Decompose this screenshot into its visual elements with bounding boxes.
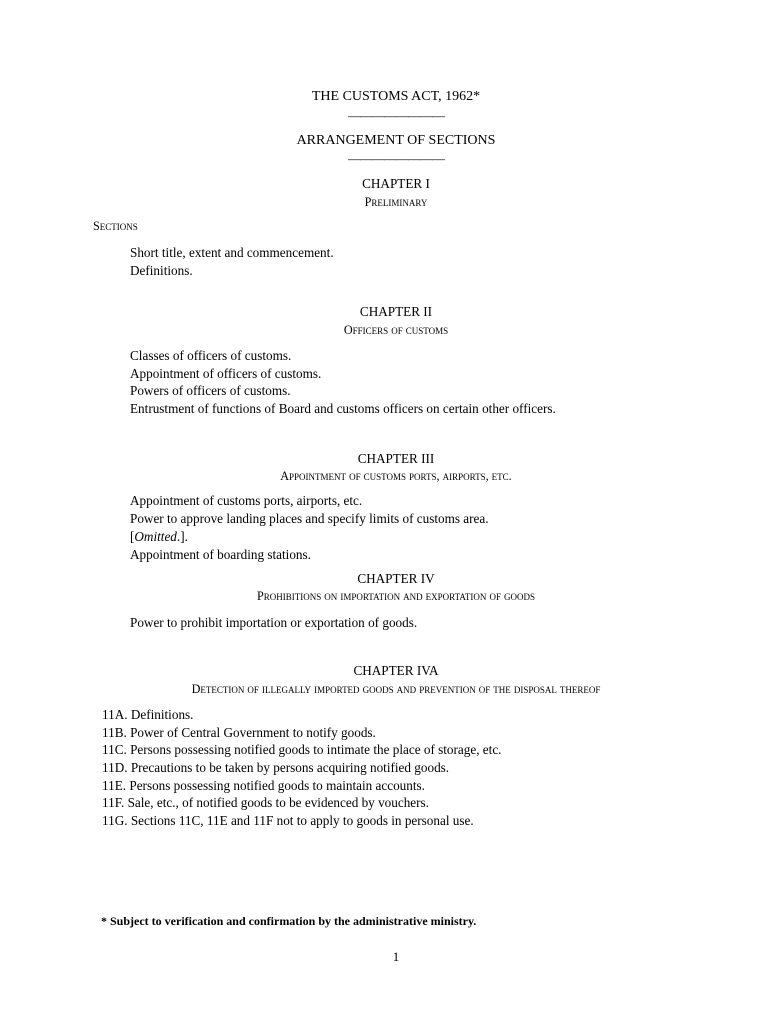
chapter-heading: CHAPTER IVA [353, 663, 439, 678]
section-title: Sale, etc., of notified goods to be evidenced by vouchers. [127, 795, 429, 810]
section-title: Definitions. [130, 707, 194, 722]
section-number: 11B. [102, 725, 127, 740]
section-title: Appointment of customs ports, airports, etc. [130, 493, 363, 508]
chapter-heading: CHAPTER III [357, 451, 435, 466]
section-title: Power to approve landing places and specify limits of customs area. [130, 511, 489, 526]
section-title: Sections 11C, 11E and 11F not to apply to goods in personal use. [130, 813, 474, 828]
chapter-subheading: Appointment of customs ports, airports, etc. [280, 469, 512, 483]
sections-label: Sections [93, 219, 138, 233]
act-title: THE CUSTOMS ACT, 1962* [311, 89, 481, 104]
section-title: Powers of officers of customs. [130, 383, 291, 398]
section-title: Power to prohibit importation or exportation of goods. [130, 615, 418, 630]
section-title: Appointment of officers of customs. [130, 366, 322, 381]
section-title: Short title, extent and commencement. [130, 245, 334, 260]
section-title: [Omitted.]. [130, 529, 188, 544]
chapter-subheading: Officers of customs [343, 323, 449, 337]
chapter-heading: CHAPTER IV [357, 571, 435, 586]
arrangement-rule: ———————— [348, 151, 444, 166]
chapter-heading: CHAPTER II [359, 304, 433, 319]
section-title: Classes of officers of customs. [130, 348, 292, 363]
section-number: 11C. [102, 742, 127, 757]
section-title: Persons possessing notified goods to intimate the place of storage, etc. [130, 742, 502, 757]
page-number: 1 [392, 949, 400, 964]
section-number: 11G. [102, 813, 128, 828]
section-title: Precautions to be taken by persons acquiring notified goods. [130, 760, 450, 775]
chapter-subheading: Detection of illegally imported goods and prevention of the disposal thereof [191, 682, 601, 696]
chapter-subheading: Preliminary [364, 195, 428, 209]
section-title: Appointment of boarding stations. [130, 547, 311, 562]
chapter-heading: CHAPTER I [362, 176, 430, 191]
section-title: Persons possessing notified goods to maintain accounts. [129, 778, 425, 793]
section-title: Power of Central Government to notify goods. [130, 725, 376, 740]
section-number: 11F. [102, 795, 125, 810]
arrangement-heading: ARRANGEMENT OF SECTIONS [296, 133, 496, 148]
omitted-text: Omitted [134, 529, 177, 544]
footnote: * Subject to verification and confirmation by the administrative ministry. [101, 914, 477, 928]
section-title: Definitions. [130, 263, 193, 278]
section-number: 11E. [102, 778, 127, 793]
title-rule: ———————— [348, 108, 444, 123]
section-number: 11A. [102, 707, 128, 722]
section-number: 11D. [102, 760, 128, 775]
section-title: Entrustment of functions of Board and customs officers on certain other officers. [130, 401, 556, 416]
chapter-subheading: Prohibitions on importation and exportation of goods [256, 589, 536, 603]
